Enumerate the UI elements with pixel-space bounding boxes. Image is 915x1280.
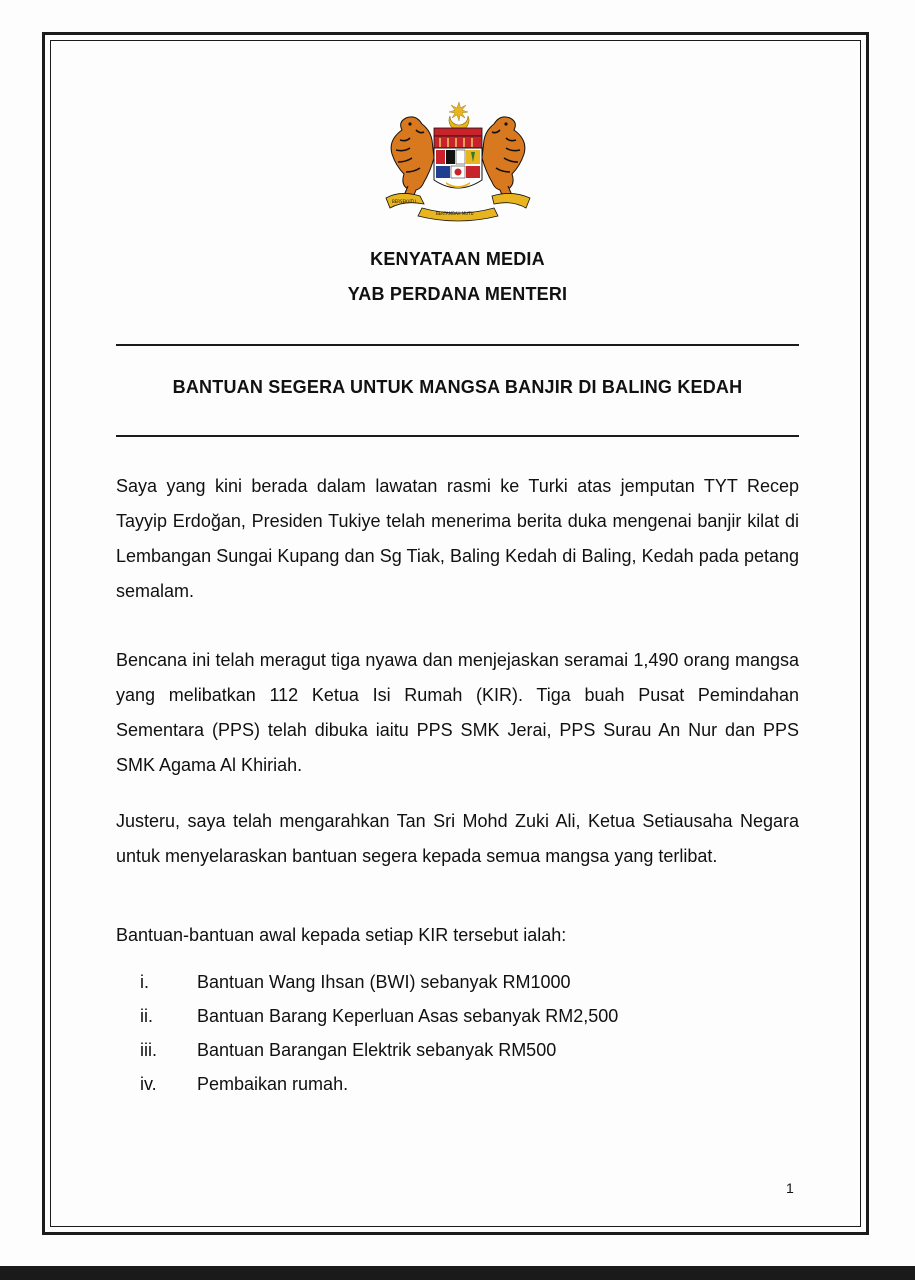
divider-bottom [116, 435, 799, 437]
left-tiger-icon [391, 117, 434, 200]
list-text: Pembaikan rumah. [197, 1074, 349, 1094]
motto-scroll [386, 193, 530, 221]
crescent-star-icon [449, 102, 469, 130]
subject-heading: BANTUAN SEGERA UNTUK MANGSA BANJIR DI BALING KEDAH [172, 377, 743, 397]
right-tiger-icon [482, 117, 525, 200]
list-number: iii. [140, 1040, 157, 1060]
paragraph-3: Justeru, saya telah mengarahkan Tan Sri Mohd Zuki Ali, Ketua Setiausaha Negara untuk menyelaraskan bantuan segera kepada semua mangsa yang terlibat. [116, 811, 799, 866]
page-subtitle: YAB PERDANA MENTERI [347, 284, 568, 304]
paragraph-2: Bencana ini telah meragut tiga nyawa dan menjejaskan seramai 1,490 orang mangsa yang melibatkan 112 Ketua Isi Rumah (KIR). Tiga buah Pusat Pemindahan Sementara (PPS) telah dibuka iaitu PPS SMK Jerai, PPS Surau An Nur dan PPS SMK Agama Al Khiriah. [116, 650, 799, 775]
paragraph-4: Bantuan-bantuan awal kepada setiap KIR tersebut ialah: [116, 925, 567, 945]
list-text: Bantuan Barang Keperluan Asas sebanyak RM2,500 [197, 1006, 619, 1026]
list-text: Bantuan Wang Ihsan (BWI) sebanyak RM1000 [197, 972, 571, 992]
list-text: Bantuan Barangan Elektrik sebanyak RM500 [197, 1040, 557, 1060]
paragraph-1: Saya yang kini berada dalam lawatan rasmi ke Turki atas jemputan TYT Recep Tayyip Erdoğan, Presiden Tukiye telah menerima berita duka mengenai banjir kilat di Lembangan Sungai Kupang dan Sg Tiak, Baling Kedah di Baling, Kedah pada petang semalam. [116, 476, 799, 601]
page-title: KENYATAAN MEDIA [370, 249, 545, 269]
malaysia-coat-of-arms-icon [380, 100, 536, 222]
list-number: i. [140, 972, 149, 992]
list-number: iv. [140, 1074, 157, 1094]
page-number: 1 [786, 1180, 794, 1196]
scan-edge-shadow [0, 1266, 915, 1280]
list-number: ii. [140, 1006, 153, 1026]
motto-left: BERSEKUTU [392, 199, 416, 204]
motto-right: BERTAMBAH MUTU [436, 211, 474, 216]
divider-top [116, 344, 799, 346]
